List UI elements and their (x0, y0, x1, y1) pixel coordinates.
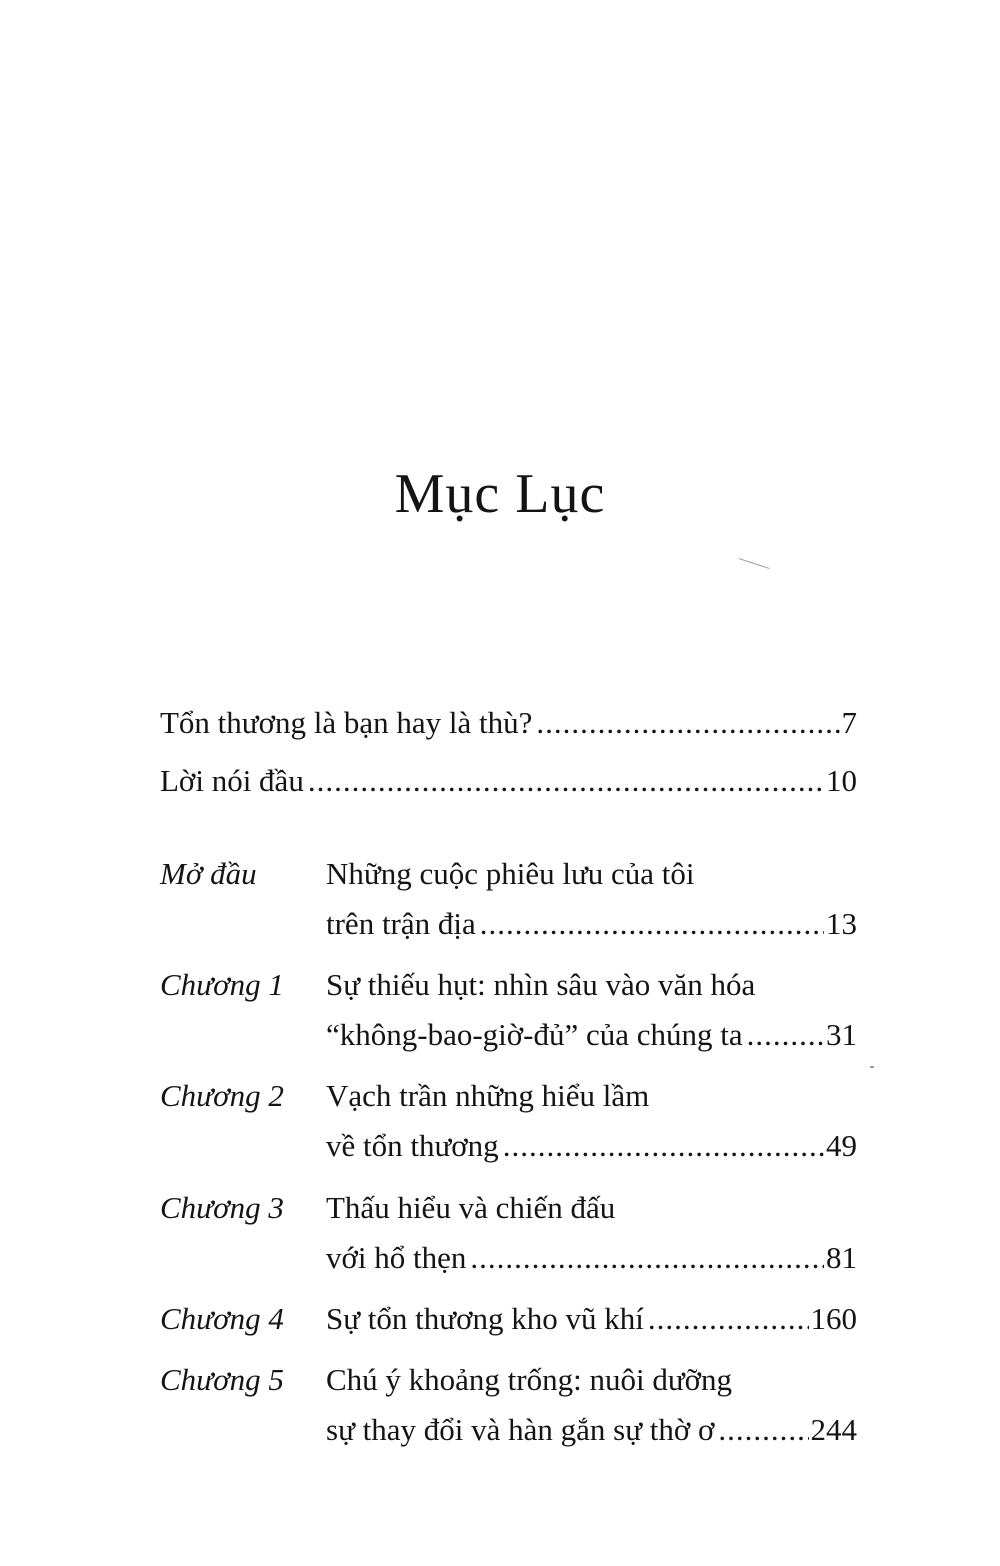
dot-leader (308, 758, 824, 804)
toc-entry-label: Chương 4 (160, 1301, 284, 1336)
toc-entry-introduction[interactable] (160, 851, 857, 897)
scan-speck (739, 558, 770, 569)
toc-entry-chapter-4[interactable] (160, 1296, 857, 1342)
toc-entry-chapter-5-continued[interactable] (160, 1407, 857, 1453)
toc-entry-page: 244 (810, 1412, 857, 1447)
toc-entry-title: Sự tổn thương kho vũ khí (326, 1301, 644, 1336)
toc-entry-page: 7 (841, 705, 857, 740)
toc-entry-title-line-1: Thấu hiểu và chiến đấu (326, 1190, 616, 1225)
toc-entry-chapter-2-continued[interactable] (160, 1123, 857, 1169)
dot-leader (503, 1123, 824, 1169)
toc-entry-title-line-2: trên trận địa (326, 906, 476, 941)
toc-entry-foreword-question[interactable] (160, 700, 857, 746)
toc-entry-label: Chương 3 (160, 1190, 284, 1225)
toc-entry-title: Tổn thương là bạn hay là thù? (160, 705, 533, 740)
dot-leader (747, 1012, 824, 1058)
toc-entry-title-line-2: “không-bao-giờ-đủ” của chúng ta (326, 1017, 743, 1052)
page-title: Mục Lục (394, 463, 606, 525)
toc-entry-page: 13 (826, 906, 857, 941)
toc-entry-preface[interactable] (160, 758, 857, 804)
toc-entry-title-line-2: về tổn thương (326, 1128, 499, 1163)
toc-entry-page: 49 (826, 1128, 857, 1163)
toc-entry-chapter-5[interactable] (160, 1357, 857, 1403)
toc-entry-chapter-1[interactable] (160, 962, 857, 1008)
toc-entry-label: Chương 2 (160, 1078, 284, 1113)
dot-leader (470, 1235, 824, 1281)
toc-entry-page: 10 (826, 763, 857, 798)
toc-entry-label: Chương 5 (160, 1362, 284, 1397)
toc-entry-label: Mở đầu (160, 856, 257, 891)
dot-leader (480, 901, 824, 947)
toc-entry-chapter-1-continued[interactable] (160, 1012, 857, 1058)
dot-leader (718, 1407, 808, 1453)
toc-entry-introduction-continued[interactable] (160, 901, 857, 947)
dot-leader (648, 1296, 809, 1342)
toc-entry-title-line-2: với hổ thẹn (326, 1240, 467, 1275)
toc-entry-label: Chương 1 (160, 967, 284, 1002)
toc-entry-title: Lời nói đầu (160, 763, 304, 798)
toc-entry-chapter-2[interactable] (160, 1073, 857, 1119)
toc-entry-title-line-1: Vạch trần những hiểu lầm (326, 1078, 650, 1113)
toc-entry-page: 81 (826, 1240, 857, 1275)
toc-entry-title-line-1: Những cuộc phiêu lưu của tôi (326, 856, 695, 891)
toc-entry-page: 160 (810, 1301, 857, 1336)
dot-leader (536, 700, 839, 746)
scan-speck (870, 1066, 874, 1068)
toc-entry-title-line-1: Sự thiếu hụt: nhìn sâu vào văn hóa (326, 967, 756, 1002)
toc-entry-page: 31 (826, 1017, 857, 1052)
toc-entry-chapter-3[interactable] (160, 1185, 857, 1231)
toc-entry-title-line-2: sự thay đổi và hàn gắn sự thờ ơ (326, 1412, 715, 1447)
toc-entry-chapter-3-continued[interactable] (160, 1235, 857, 1281)
toc-entry-title-line-1: Chú ý khoảng trống: nuôi dưỡng (326, 1362, 733, 1397)
